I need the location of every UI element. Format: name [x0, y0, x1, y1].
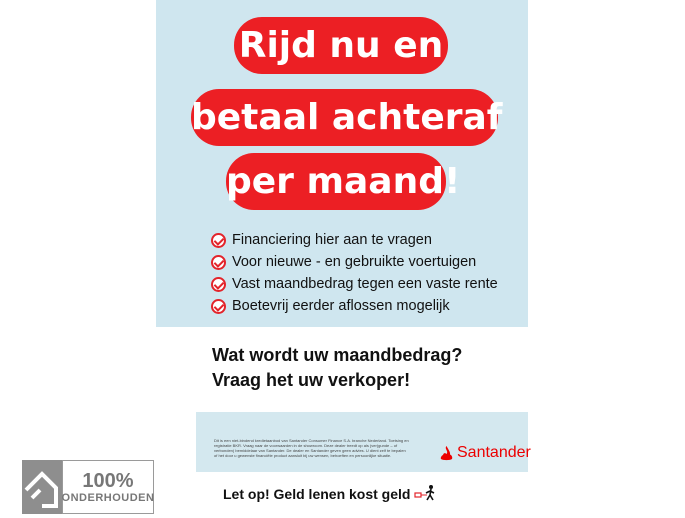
checklist-text: Vast maandbedrag tegen een vaste rente [232, 276, 498, 292]
disclaimer-text: Dit is een niet-bindend kredietaanbod van Santander Consumer Finance S.A. branche Nederland. Toetsing en registratie BKR. Vraag naar de voorwaarden in de showroom. Deze dealer treedt op als (ver)gunde – of verbonden) bemiddelaar van Santander. De dealer en Santander geven geen advies. U dient zelf te bepalen of het door u gewenste financiële product aansluit bij uw wensen, behoeften en persoonlijke situatie. [214, 438, 409, 458]
check-circle-icon [211, 299, 226, 314]
headline-line-3: per maand! [226, 153, 446, 210]
benefit-checklist [211, 229, 498, 317]
check-circle-icon [211, 277, 226, 292]
badge-logo-icon [22, 460, 62, 514]
warning-text: Let op! Geld lenen kost geld [223, 486, 411, 502]
checklist-item [211, 229, 498, 251]
maintenance-badge [22, 460, 154, 514]
headline-line-1: Rijd nu en [234, 17, 448, 74]
badge-text-box [62, 460, 154, 514]
footer-panel [196, 412, 531, 472]
brand-name: Santander [457, 444, 531, 461]
walker-icon [414, 484, 440, 504]
question-block [156, 327, 528, 413]
checklist-text: Voor nieuwe - en gebruikte voertuigen [232, 254, 477, 270]
checklist-text: Financiering hier aan te vragen [232, 232, 432, 248]
checklist-item [211, 295, 498, 317]
headline-line-2: betaal achteraf [191, 89, 498, 146]
badge-logo-shape [22, 460, 62, 514]
badge-percent: 100% [82, 470, 134, 492]
checklist-item [211, 251, 498, 273]
santander-flame-icon [439, 445, 454, 461]
checklist-text: Boetevrij eerder aflossen mogelijk [232, 298, 450, 314]
santander-logo [439, 444, 531, 462]
headline-panel [156, 0, 528, 345]
checklist-item [211, 273, 498, 295]
question-line-2: Vraag het uw verkoper! [212, 370, 411, 390]
legal-warning [223, 484, 440, 504]
badge-label: ONDERHOUDEN [61, 492, 155, 504]
advertisement-poster [156, 0, 531, 514]
check-circle-icon [211, 233, 226, 248]
check-circle-icon [211, 255, 226, 270]
question-line-1: Wat wordt uw maandbedrag? [212, 345, 463, 365]
